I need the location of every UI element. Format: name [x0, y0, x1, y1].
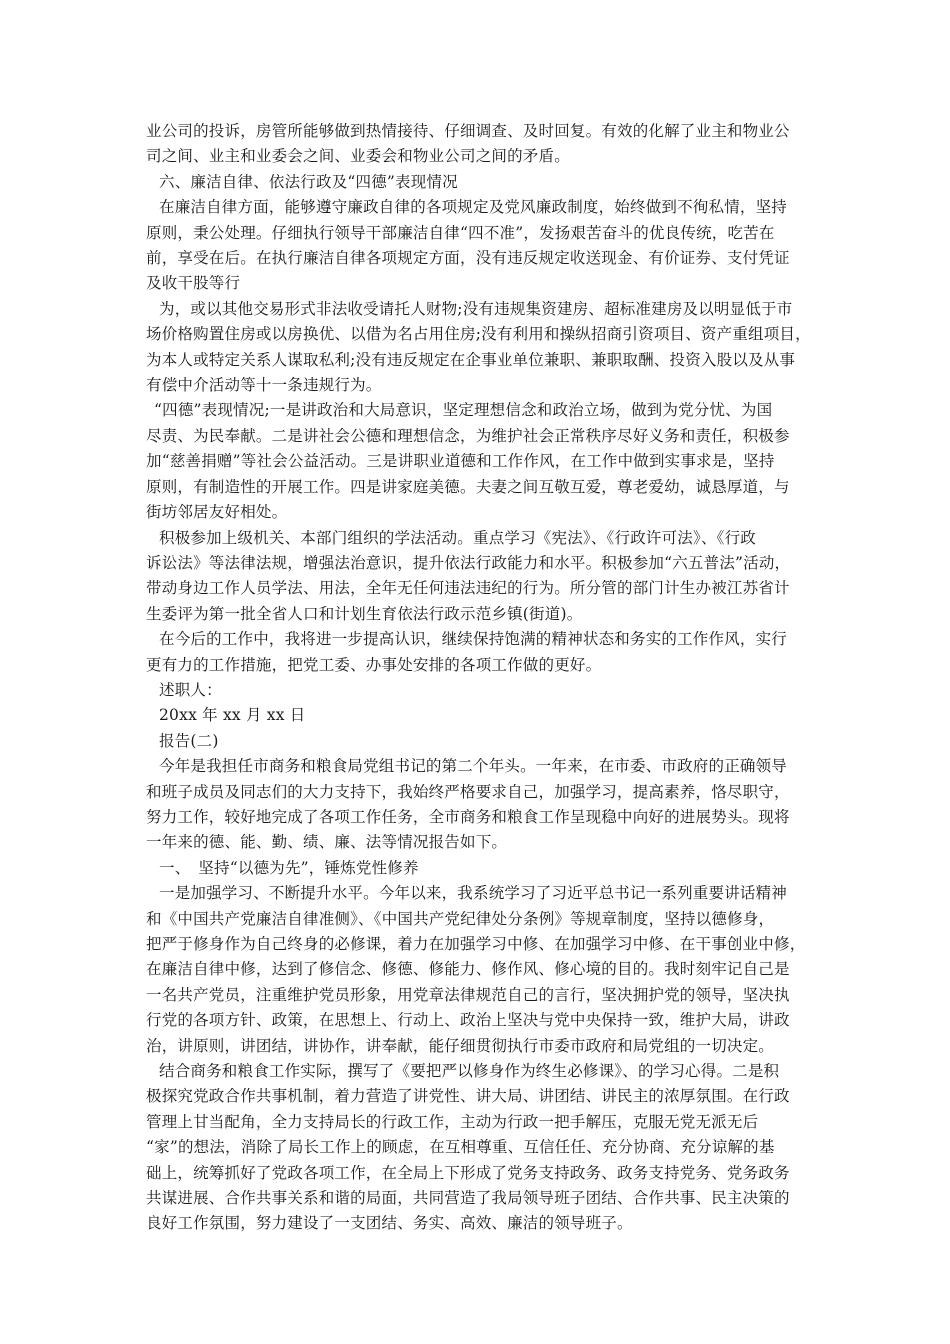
text-line: 带动身边工作人员学法、用法，全年无任何违法违纪的行为。所分管的部门计生办被江苏省计: [146, 579, 790, 598]
text-line: 加“慈善捐赠”等社会公益活动。三是讲职业道德和工作作风，在工作中做到实事求是，坚持: [146, 452, 775, 471]
text-line: 司之间、业主和业委会之间、业委会和物业公司之间的矛盾。: [146, 147, 570, 166]
text-line: 报告(二): [159, 731, 219, 750]
text-line: 在廉洁自律中修，达到了修信念、修德、修能力、修作风、修心境的目的。我时刻牢记自己是: [146, 960, 790, 979]
text-line: 共谋进展、合作共事关系和谐的局面，共同营造了我局领导班子团结、合作共事、民主决策的: [146, 1189, 790, 1208]
text-line: “四德”表现情况;一是讲政治和大局意识，坚定理想信念和政治立场，做到为党分忧、为国: [154, 401, 773, 420]
document-body: [146, 119, 816, 1237]
text-line: 前，享受在后。在执行廉洁自律各项规定方面，没有违反规定收送现金、有价证券、支付凭证: [146, 249, 790, 268]
text-line: 把严于修身作为自己终身的必修课，着力在加强学习中修、在加强学习中修、在干事创业中修，: [146, 935, 806, 953]
text-line: 为本人或特定关系人谋取私利;没有违反规定在企事业单位兼职、兼职取酬、投资入股以及从事: [146, 350, 796, 369]
text-line: 积极参加上级机关、本部门组织的学法活动。重点学习《宪法》、《行政许可法》、《行政: [159, 528, 757, 547]
text-line: 六、廉洁自律、依法行政及“四德”表现情况: [159, 172, 458, 191]
text-line: 今年是我担任市商务和粮食局党组书记的第二个年头。一年来，在市委、市政府的正确领导: [159, 757, 788, 776]
text-line: 一年来的德、能、勤、绩、廉、法等情况报告如下。: [146, 833, 508, 852]
text-line: 极探究党政合作共事机制，着力营造了讲党性、讲大局、讲团结、讲民主的浓厚氛围。在行政: [146, 1087, 790, 1106]
text-line: 有偿中介活动等十一条违规行为。: [146, 376, 382, 395]
text-line: 业公司的投诉，房管所能够做到热情接待、仔细调查、及时回复。有效的化解了业主和物业公: [146, 122, 790, 140]
text-line: 诉讼法》等法律法规，增强法治意识，提升依法行政能力和水平。积极参加“六五普法”活动，: [146, 553, 791, 572]
text-line: 为，或以其他交易形式非法收受请托人财物;没有违规集资建房、超标准建房及以明显低于市: [159, 299, 793, 318]
text-line: 努力工作，较好地完成了各项工作任务，全市商务和粮食工作呈现稳中向好的进展势头。现将: [146, 807, 790, 826]
text-line: 管理上甘当配角，全力支持局长的行政工作，主动为行政一把手解压，克服无党无派无后: [146, 1112, 759, 1131]
text-line: 更有力的工作措施，把党工委、办事处安排的各项工作做的更好。: [146, 655, 602, 674]
text-line: 结合商务和粮食工作实际，撰写了《要把严以修身作为终生必修课》、的学习心得。二是积: [159, 1062, 780, 1081]
text-line: 述职人：: [159, 680, 222, 699]
text-line: 生委评为第一批全省人口和计划生育依法行政示范乡镇(街道)。: [146, 604, 583, 623]
text-line: 在廉洁自律方面，能够遵守廉政自律的各项规定及党风廉政制度，始终做到不徇私情，坚持: [159, 198, 788, 217]
text-line: 街坊邻居友好相处。: [146, 503, 288, 522]
text-line: 治，讲原则，讲团结，讲协作，讲奉献，能仔细贯彻执行市委市政府和局党组的一切决定。: [146, 1036, 775, 1055]
text-line: 行党的各项方针、政策，在思想上、行动上、政治上坚决与党中央保持一致，维护大局，讲政: [146, 1011, 790, 1030]
text-line: 20xx 年 xx 月 xx 日: [159, 706, 306, 725]
text-line: 及收干股等行: [146, 274, 241, 293]
text-line: 尽责、为民奉献。二是讲社会公德和理想信念，为维护社会正常秩序尽好义务和责任，积极参: [146, 426, 790, 445]
text-line: “家”的想法，消除了局长工作上的顾虑，在互相尊重、互信任任、充分协商、充分谅解的基: [146, 1138, 775, 1157]
text-line: 和班子成员及同志们的大力支持下，我始终严格要求自己，加强学习，提高素养，恪尽职守，: [146, 782, 790, 801]
text-line: 原则，有制造性的开展工作。四是讲家庭美德。夫妻之间互敬互爱，尊老爱幼，诚恳厚道，与: [146, 477, 790, 496]
text-line: 础上，统筹抓好了党政各项工作，在全局上下形成了党务支持政务、政务支持党务、党务政务: [146, 1163, 790, 1182]
text-line: 良好工作氛围，努力建设了一支团结、务实、高效、廉洁的领导班子。: [146, 1214, 633, 1233]
text-line: 一、 坚持“以德为先”，锤炼党性修养: [159, 858, 419, 877]
text-line: 一是加强学习、不断提升水平。今年以来，我系统学习了习近平总书记一系列重要讲话精神: [159, 884, 788, 903]
text-line: 场价格购置住房或以房换优、以借为名占用住房;没有利用和操纵招商引资项目、资产重组项目，: [146, 325, 811, 344]
text-line: 和《中国共产党廉洁自律准侧》、《中国共产党纪律处分条例》等规章制度，坚持以德修身，: [146, 909, 775, 928]
text-line: 在今后的工作中，我将进一步提高认识，继续保持饱满的精神状态和务实的工作作风，实行: [159, 630, 788, 649]
text-line: 原则，秉公处理。仔细执行领导干部廉洁自律“四不准”，发扬艰苦奋斗的优良传统，吃苦在: [146, 223, 775, 242]
text-line: 一名共产党员，注重维护党员形象，用党章法律规范自己的言行，坚决拥护党的领导，坚决执: [146, 985, 790, 1004]
